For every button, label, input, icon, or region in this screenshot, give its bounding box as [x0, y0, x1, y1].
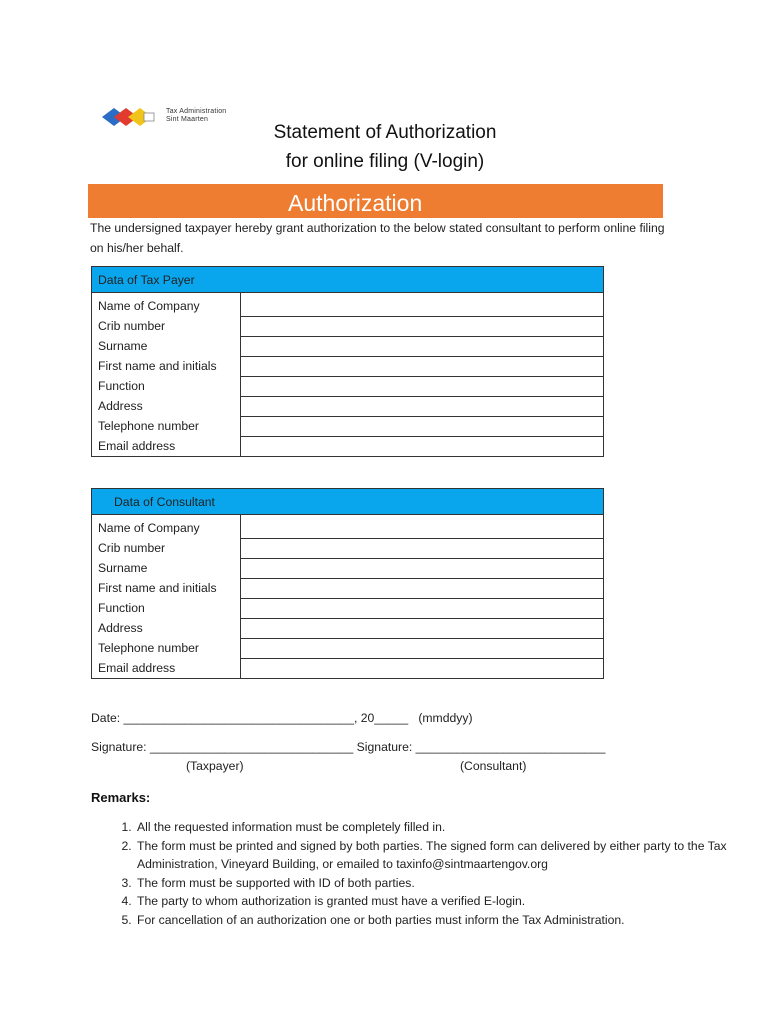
- table-row: [92, 397, 604, 417]
- taxpayer-table-header: [92, 267, 604, 293]
- field-label: Crib number: [92, 317, 241, 337]
- field-label: Function: [92, 599, 241, 619]
- field-label: Surname: [92, 337, 241, 357]
- field-label: Name of Company: [92, 515, 241, 539]
- field-label: Function: [92, 377, 241, 397]
- table-row: [92, 579, 604, 599]
- document-title-line1: Statement of Authorization: [273, 122, 497, 143]
- field-label: First name and initials: [92, 357, 241, 377]
- table-row: [92, 317, 604, 337]
- consultant-firstname-field[interactable]: [241, 579, 604, 599]
- field-label: Email address: [92, 659, 241, 679]
- table-row: [92, 539, 604, 559]
- table-row: [92, 639, 604, 659]
- field-label: First name and initials: [92, 579, 241, 599]
- field-label: Email address: [92, 437, 241, 457]
- consultant-crib-field[interactable]: [241, 539, 604, 559]
- logo-text: Tax Administration Sint Maarten: [166, 108, 227, 123]
- taxpayer-signer-label: (Taxpayer): [186, 759, 244, 773]
- consultant-signer-label: (Consultant): [460, 759, 527, 773]
- consultant-telephone-field[interactable]: [241, 639, 604, 659]
- list-item: 3. The form must be supported with ID of both parties.: [135, 874, 735, 893]
- consultant-company-field[interactable]: [241, 515, 604, 539]
- list-item: 2. The form must be printed and signed by both parties. The signed form can delivered by either party to the Tax Administration, Vineyard Building, or emailed to taxinfo@sintmaartengov.org: [135, 837, 735, 874]
- taxpayer-company-field[interactable]: [241, 293, 604, 317]
- remarks-heading: Remarks:: [91, 790, 151, 805]
- consultant-function-field[interactable]: [241, 599, 604, 619]
- table-row: [92, 659, 604, 679]
- field-label: Name of Company: [92, 293, 241, 317]
- taxpayer-surname-field[interactable]: [241, 337, 604, 357]
- taxpayer-table: [91, 266, 604, 457]
- table-row: [92, 377, 604, 397]
- table-row: [92, 437, 604, 457]
- table-row: [92, 417, 604, 437]
- intro-text: The undersigned taxpayer hereby grant authorization to the below stated consultant to perform online filing on his/her behalf.: [90, 221, 665, 255]
- list-item: 5. For cancellation of an authorization one or both parties must inform the Tax Administration.: [135, 911, 735, 930]
- table-row: [92, 515, 604, 539]
- signature-line[interactable]: Signature: ______________________________ Signature: ____________________________: [91, 740, 606, 754]
- taxpayer-email-field[interactable]: [241, 437, 604, 457]
- taxpayer-address-field[interactable]: [241, 397, 604, 417]
- banner-label: Authorization: [288, 190, 423, 216]
- taxpayer-crib-field[interactable]: [241, 317, 604, 337]
- consultant-email-field[interactable]: [241, 659, 604, 679]
- table-row: [92, 599, 604, 619]
- field-label: Telephone number: [92, 417, 241, 437]
- authorization-banner: [88, 184, 663, 218]
- consultant-surname-field[interactable]: [241, 559, 604, 579]
- remarks-list: [91, 818, 735, 929]
- taxpayer-telephone-field[interactable]: [241, 417, 604, 437]
- table-row: [92, 619, 604, 639]
- table-row: [92, 293, 604, 317]
- table-row: [92, 559, 604, 579]
- field-label: Telephone number: [92, 639, 241, 659]
- table-row: [92, 337, 604, 357]
- consultant-address-field[interactable]: [241, 619, 604, 639]
- table-row: [92, 357, 604, 377]
- list-item: 4. The party to whom authorization is granted must have a verified E-login.: [135, 892, 735, 911]
- field-label: Surname: [92, 559, 241, 579]
- document-title-line2: for online filing (V-login): [285, 151, 485, 172]
- field-label: Address: [92, 397, 241, 417]
- taxpayer-firstname-field[interactable]: [241, 357, 604, 377]
- consultant-table: [91, 488, 604, 679]
- field-label: Crib number: [92, 539, 241, 559]
- list-item: 1. All the requested information must be completely filled in.: [135, 818, 735, 837]
- consultant-table-header: [92, 489, 604, 515]
- consultant-heading: Data of Consultant: [114, 494, 215, 509]
- taxpayer-function-field[interactable]: [241, 377, 604, 397]
- field-label: Address: [92, 619, 241, 639]
- taxpayer-heading: Data of Tax Payer: [98, 272, 195, 287]
- date-line[interactable]: Date: __________________________________, 20_____ (mmddyy): [91, 711, 473, 725]
